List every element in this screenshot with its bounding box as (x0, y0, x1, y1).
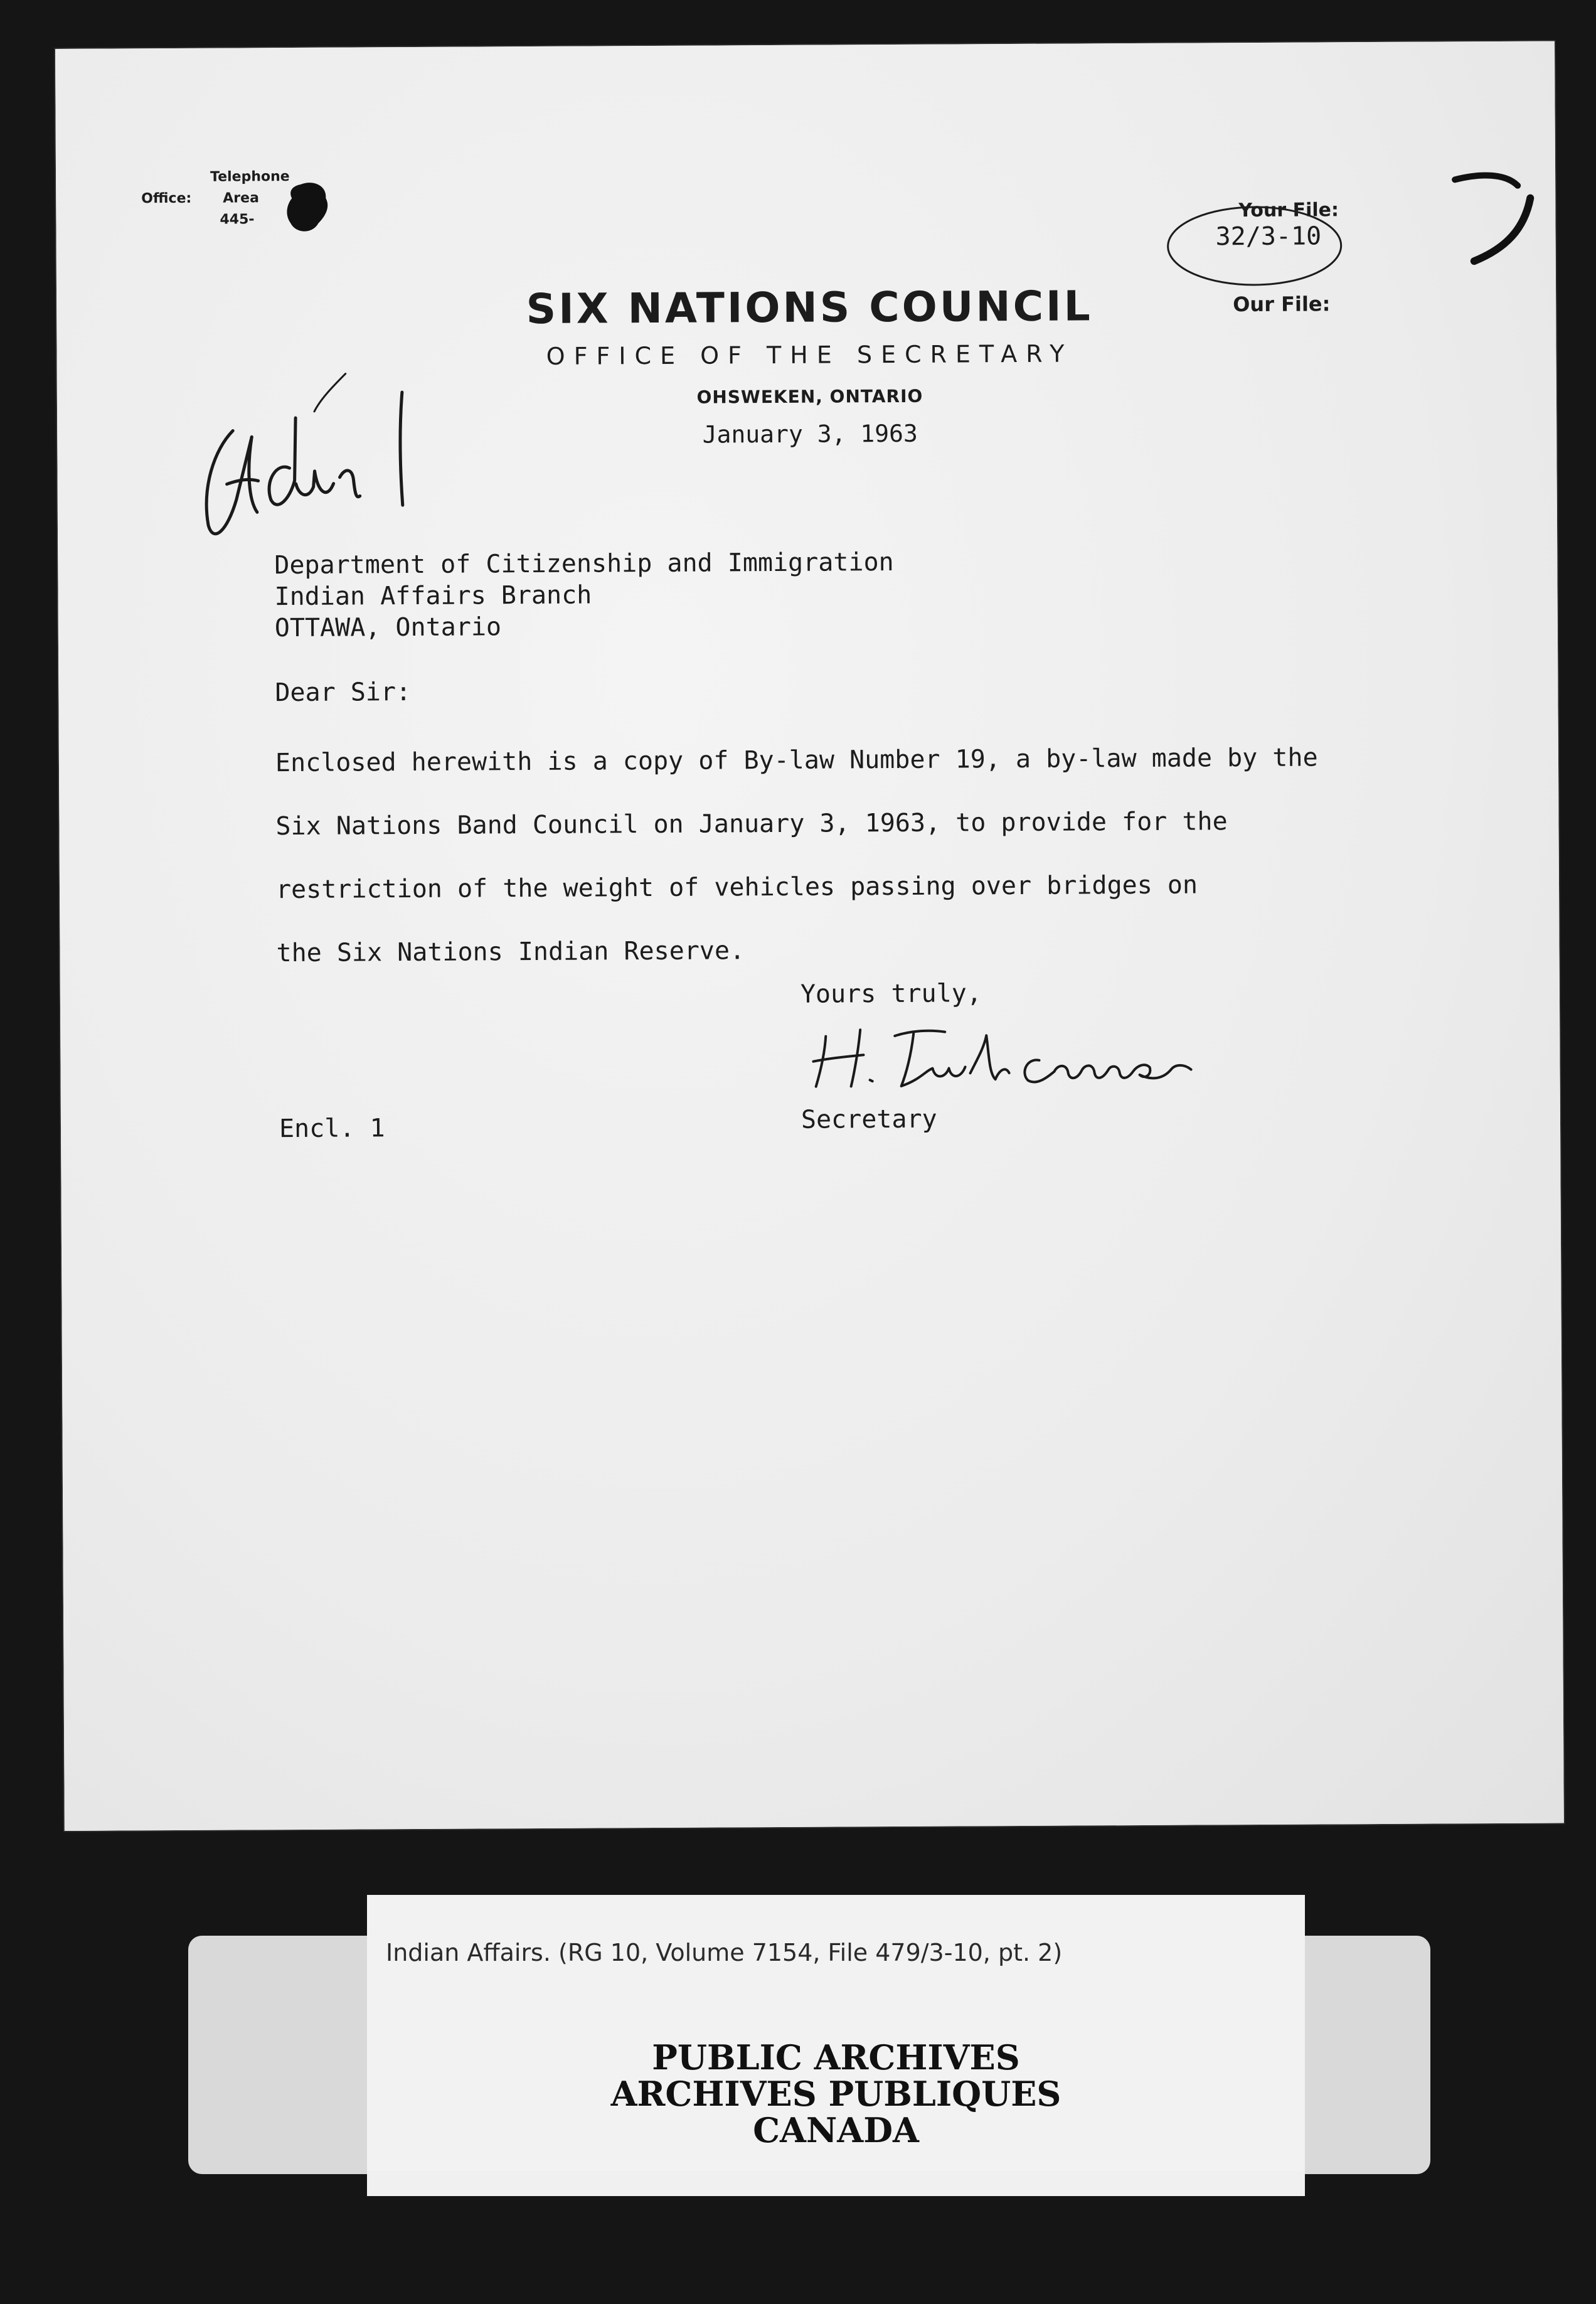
office-label: Office: (141, 190, 192, 207)
stamp-line: CANADA (753, 2110, 919, 2150)
letter-body (275, 725, 1500, 985)
corner-clip-mark (1436, 160, 1556, 286)
archive-card-bottom (367, 2171, 1305, 2196)
handwritten-annotation (188, 342, 428, 550)
letter-page (55, 41, 1564, 1830)
location-line: OHSWEKEN, ONTARIO (696, 385, 923, 408)
telephone-number-prefix: 445- (220, 211, 255, 228)
address-line: Indian Affairs Branch (274, 580, 592, 612)
enclosure-note: Encl. 1 (279, 1114, 385, 1144)
signer-title: Secretary (801, 1104, 937, 1134)
address-line: Department of Citizenship and Immigration (274, 548, 894, 580)
telephone-label: Telephone (210, 169, 290, 185)
council-name: SIX NATIONS COUNCIL (526, 282, 1093, 334)
closing: Yours truly, (800, 979, 982, 1009)
body-line: Six Nations Band Council on January 3, 1963, to provide for the (275, 807, 1228, 841)
ink-blot-mark (282, 179, 332, 236)
salutation: Dear Sir: (275, 678, 412, 708)
body-line: Enclosed herewith is a copy of By-law Number 19, a by-law made by the (275, 743, 1318, 778)
office-line: OFFICE OF THE SECRETARY (546, 339, 1073, 370)
letter-date: January 3, 1963 (702, 419, 918, 449)
body-line: restriction of the weight of vehicles passing over bridges on (275, 870, 1198, 905)
your-file-label: Your File: (1238, 199, 1339, 222)
area-label: Area (223, 190, 259, 206)
archive-source-citation: Indian Affairs. (RG 10, Volume 7154, File 479/3-10, pt. 2) (386, 1939, 1063, 1966)
recipient-address (274, 547, 894, 644)
archive-stamp (367, 2039, 1305, 2148)
stamp-line: ARCHIVES PUBLIQUES (610, 2074, 1061, 2114)
handwritten-signature (801, 1009, 1215, 1099)
address-line: OTTAWA, Ontario (274, 612, 502, 643)
body-line: the Six Nations Indian Reserve. (276, 936, 745, 968)
our-file-label: Our File: (1233, 292, 1331, 317)
your-file-value: 32/3-10 (1215, 221, 1322, 252)
stamp-line: PUBLIC ARCHIVES (652, 2037, 1020, 2077)
